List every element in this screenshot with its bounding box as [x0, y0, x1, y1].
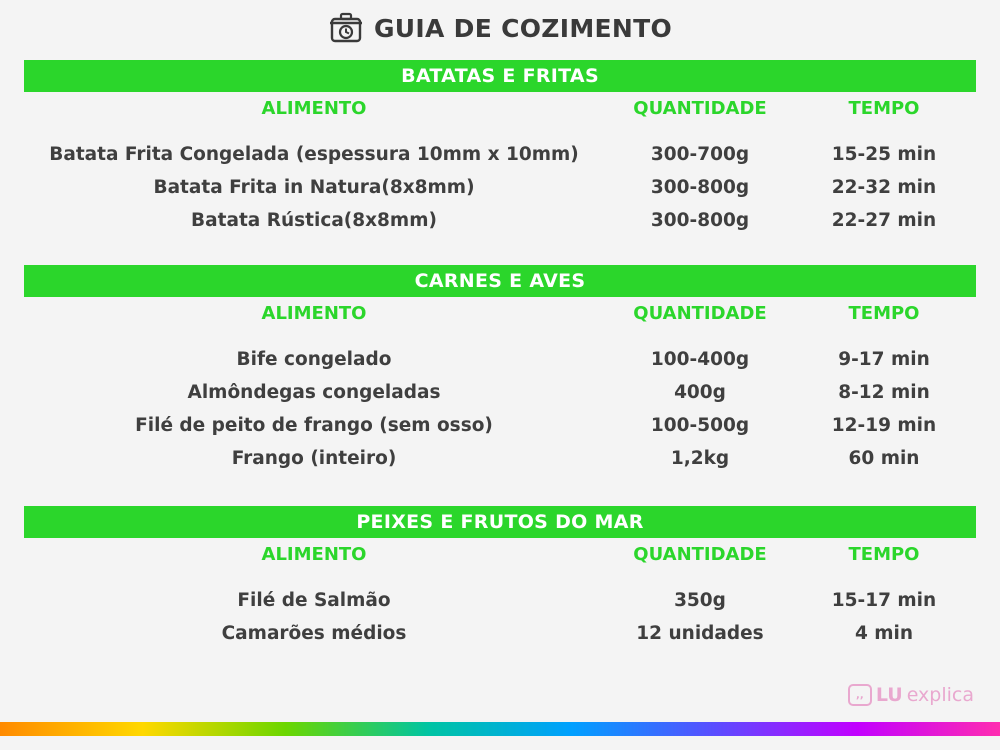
time-cell: 15-17 min [831, 590, 937, 611]
brand-rest: explica [906, 684, 974, 706]
section-header: BATATAS E FRITAS [24, 60, 976, 92]
food-cell: Batata Rústica(8x8mm) [191, 210, 437, 231]
food-cell: Almôndegas congeladas [187, 382, 441, 403]
quantity-cell: 300-800g [650, 177, 750, 198]
table-row [24, 586, 976, 619]
food-cell: Frango (inteiro) [231, 448, 397, 469]
food-cell: Camarões médios [221, 623, 407, 644]
quantity-cell: 1,2kg [670, 448, 730, 469]
quantity-cell: 350g [674, 590, 726, 611]
table-row [24, 444, 976, 477]
chat-bubble-icon: ,, [848, 684, 872, 706]
table-row [24, 140, 976, 173]
section-header: CARNES E AVES [24, 265, 976, 297]
time-cell: 60 min [848, 448, 920, 469]
time-cell: 22-27 min [831, 210, 937, 231]
column-header-time: TEMPO [848, 303, 920, 324]
table-row [24, 173, 976, 206]
food-cell: Filé de Salmão [237, 590, 391, 611]
page-title: GUIA DE COZIMENTO [373, 13, 673, 43]
food-cell: Filé de peito de frango (sem osso) [135, 415, 493, 436]
brand-watermark [848, 684, 974, 706]
cooker-timer-icon [328, 10, 364, 46]
table-body [24, 345, 976, 477]
column-header-food: ALIMENTO [261, 98, 367, 119]
table-row [24, 411, 976, 444]
quantity-cell: 100-500g [650, 415, 750, 436]
time-cell: 9-17 min [838, 349, 930, 370]
column-header-quantity: QUANTIDADE [633, 303, 767, 324]
time-cell: 4 min [854, 623, 914, 644]
time-cell: 8-12 min [838, 382, 930, 403]
section-batatas-e-fritas [24, 60, 976, 239]
table-body [24, 140, 976, 239]
table-row [24, 206, 976, 239]
column-header-food: ALIMENTO [261, 303, 367, 324]
column-headers [24, 297, 976, 337]
quantity-cell: 300-800g [650, 210, 750, 231]
section-header: PEIXES E FRUTOS DO MAR [24, 506, 976, 538]
column-header-food: ALIMENTO [261, 544, 367, 565]
quantity-cell: 12 unidades [636, 623, 764, 644]
quantity-cell: 100-400g [650, 349, 750, 370]
column-header-time: TEMPO [848, 544, 920, 565]
quantity-cell: 400g [674, 382, 726, 403]
section-peixes-e-frutos-do-mar [24, 506, 976, 652]
column-header-quantity: QUANTIDADE [633, 544, 767, 565]
time-cell: 12-19 min [831, 415, 937, 436]
brand-short: LU [875, 684, 903, 706]
table-row [24, 619, 976, 652]
table-body [24, 586, 976, 652]
column-header-time: TEMPO [848, 98, 920, 119]
table-row [24, 345, 976, 378]
time-cell: 22-32 min [831, 177, 937, 198]
column-header-quantity: QUANTIDADE [633, 98, 767, 119]
quantity-cell: 300-700g [650, 144, 750, 165]
section-carnes-e-aves [24, 265, 976, 477]
food-cell: Bife congelado [236, 349, 392, 370]
rainbow-footer-bar [0, 722, 1000, 736]
table-row [24, 378, 976, 411]
page-title-bar [0, 8, 1000, 48]
food-cell: Batata Frita in Natura(8x8mm) [153, 177, 475, 198]
column-headers [24, 538, 976, 578]
time-cell: 15-25 min [831, 144, 937, 165]
column-headers [24, 92, 976, 132]
food-cell: Batata Frita Congelada (espessura 10mm x 10mm) [49, 144, 579, 165]
